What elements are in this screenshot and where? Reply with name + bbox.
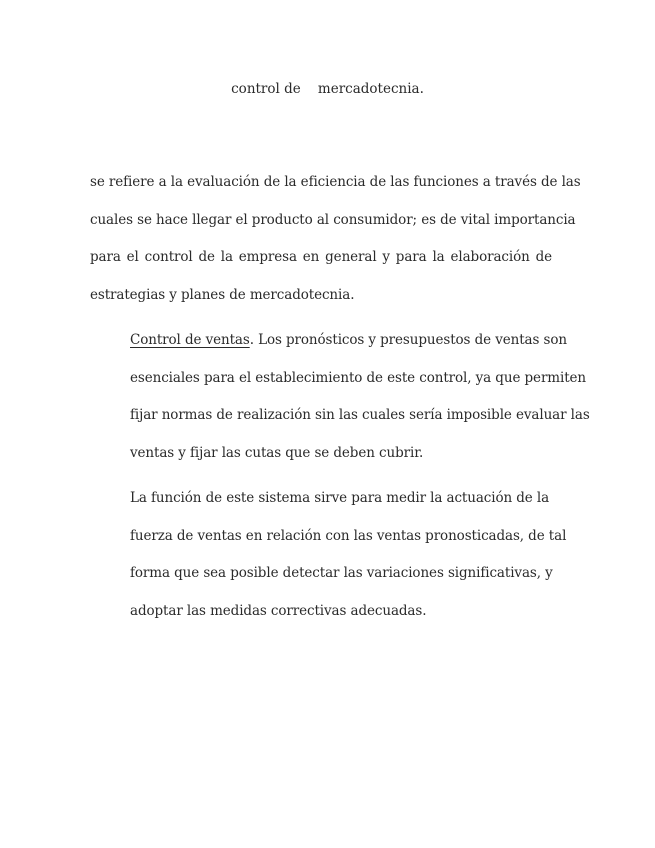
paragraph-line: se refiere a la evaluación de la eficiencia de las funciones a través de las	[90, 174, 581, 190]
paragraph-line: ventas y fijar las cutas que se deben cubrir.	[130, 444, 424, 461]
paragraph-line: estrategias y planes de mercadotecnia.	[90, 286, 355, 303]
paragraph-line: fuerza de ventas en relación con las ventas pronosticadas, de tal	[130, 527, 567, 544]
paragraph-line: La función de este sistema sirve para medir la actuación de la	[130, 490, 550, 506]
paragraph-line: cuales se hace llegar el producto al consumidor; es de vital importancia	[90, 211, 576, 228]
paragraph-line: forma que sea posible detectar las variaciones significativas, y	[130, 565, 553, 581]
section-heading-control-de-ventas: Control de ventas	[130, 332, 250, 348]
paragraph-line-text: . Los pronósticos y presupuestos de ventas son	[249, 332, 567, 348]
paragraph-line: para el control de la empresa en general y para la elaboración de	[90, 249, 552, 265]
paragraph-mercadotecnia-control	[90, 164, 581, 314]
paragraph-line: adoptar las medidas correctivas adecuadas.	[130, 602, 427, 619]
document-title: control de mercadotecnia.	[231, 81, 424, 97]
paragraph-control-de-ventas	[130, 322, 590, 472]
paragraph-funcion-sistema	[130, 480, 567, 630]
paragraph-line	[130, 322, 567, 360]
paragraph-line: fijar normas de realización sin las cuales sería imposible evaluar las	[130, 407, 590, 423]
paragraph-line: esenciales para el establecimiento de este control, ya que permiten	[130, 369, 587, 386]
